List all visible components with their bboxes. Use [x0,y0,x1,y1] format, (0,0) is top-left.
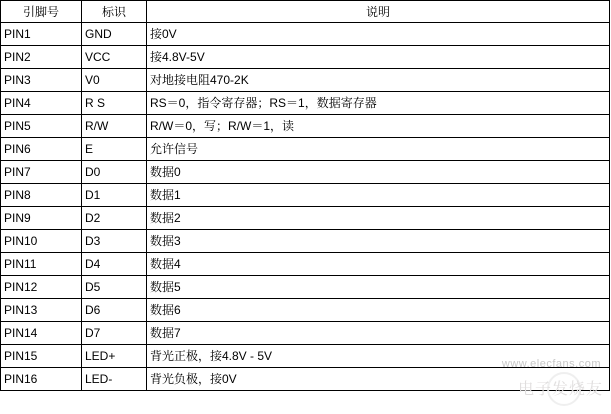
table-row [1,368,610,391]
cell-pin: PIN2 [1,46,82,69]
cell-symbol: D3 [82,230,147,253]
cell-pin: PIN11 [1,253,82,276]
cell-symbol: D1 [82,184,147,207]
cell-pin: PIN6 [1,138,82,161]
cell-pin: PIN8 [1,184,82,207]
table-row [1,69,610,92]
cell-pin: PIN12 [1,276,82,299]
table-row [1,92,610,115]
table-row [1,230,610,253]
cell-pin: PIN14 [1,322,82,345]
cell-description: RS＝0，指令寄存器；RS＝1，数据寄存器 [147,92,610,115]
table-row [1,115,610,138]
cell-pin: PIN10 [1,230,82,253]
cell-pin: PIN9 [1,207,82,230]
cell-symbol: D7 [82,322,147,345]
cell-symbol: D0 [82,161,147,184]
watermark-url: www.elecfans.com [501,358,601,370]
cell-description: 接0V [147,23,610,46]
cell-description: 数据0 [147,161,610,184]
cell-symbol: D6 [82,299,147,322]
cell-description: R/W＝0，写；R/W＝1，读 [147,115,610,138]
table-row [1,207,610,230]
cell-symbol: D2 [82,207,147,230]
table-header [1,1,610,23]
table-row [1,23,610,46]
cell-description: 数据5 [147,276,610,299]
table-row [1,161,610,184]
watermark-brand: 电子发烧友 [517,379,603,398]
cell-description: 数据6 [147,299,610,322]
cell-symbol: LED+ [82,345,147,368]
table-row [1,322,610,345]
cell-symbol: R S [82,92,147,115]
table-row [1,46,610,69]
cell-symbol: GND [82,23,147,46]
cell-description: 数据2 [147,207,610,230]
cell-symbol: D5 [82,276,147,299]
cell-pin: PIN3 [1,69,82,92]
table-row [1,276,610,299]
cell-description: 对地接电阻470-2K [147,69,610,92]
cell-symbol: LED- [82,368,147,391]
cell-symbol: V0 [82,69,147,92]
cell-description: 背光正极，接4.8V - 5V [147,345,610,368]
cell-pin: PIN15 [1,345,82,368]
table-row [1,345,610,368]
table-row [1,138,610,161]
cell-symbol: D4 [82,253,147,276]
cell-pin: PIN5 [1,115,82,138]
cell-description: 数据7 [147,322,610,345]
column-header-symbol: 标识 [82,1,147,23]
cell-symbol: VCC [82,46,147,69]
cell-pin: PIN16 [1,368,82,391]
cell-description: 数据4 [147,253,610,276]
table-row [1,184,610,207]
table-body [1,23,610,391]
cell-description: 数据1 [147,184,610,207]
cell-description: 允许信号 [147,138,610,161]
cell-pin: PIN4 [1,92,82,115]
table-row [1,253,610,276]
cell-pin: PIN13 [1,299,82,322]
column-header-pin: 引脚号 [1,1,82,23]
cell-pin: PIN1 [1,23,82,46]
cell-symbol: E [82,138,147,161]
table-header-row [1,1,610,23]
cell-description: 接4.8V-5V [147,46,610,69]
column-header-description: 说明 [147,1,610,23]
cell-pin: PIN7 [1,161,82,184]
cell-description: 背光负极，接0V [147,368,610,391]
cell-description: 数据3 [147,230,610,253]
cell-symbol: R/W [82,115,147,138]
table-row [1,299,610,322]
